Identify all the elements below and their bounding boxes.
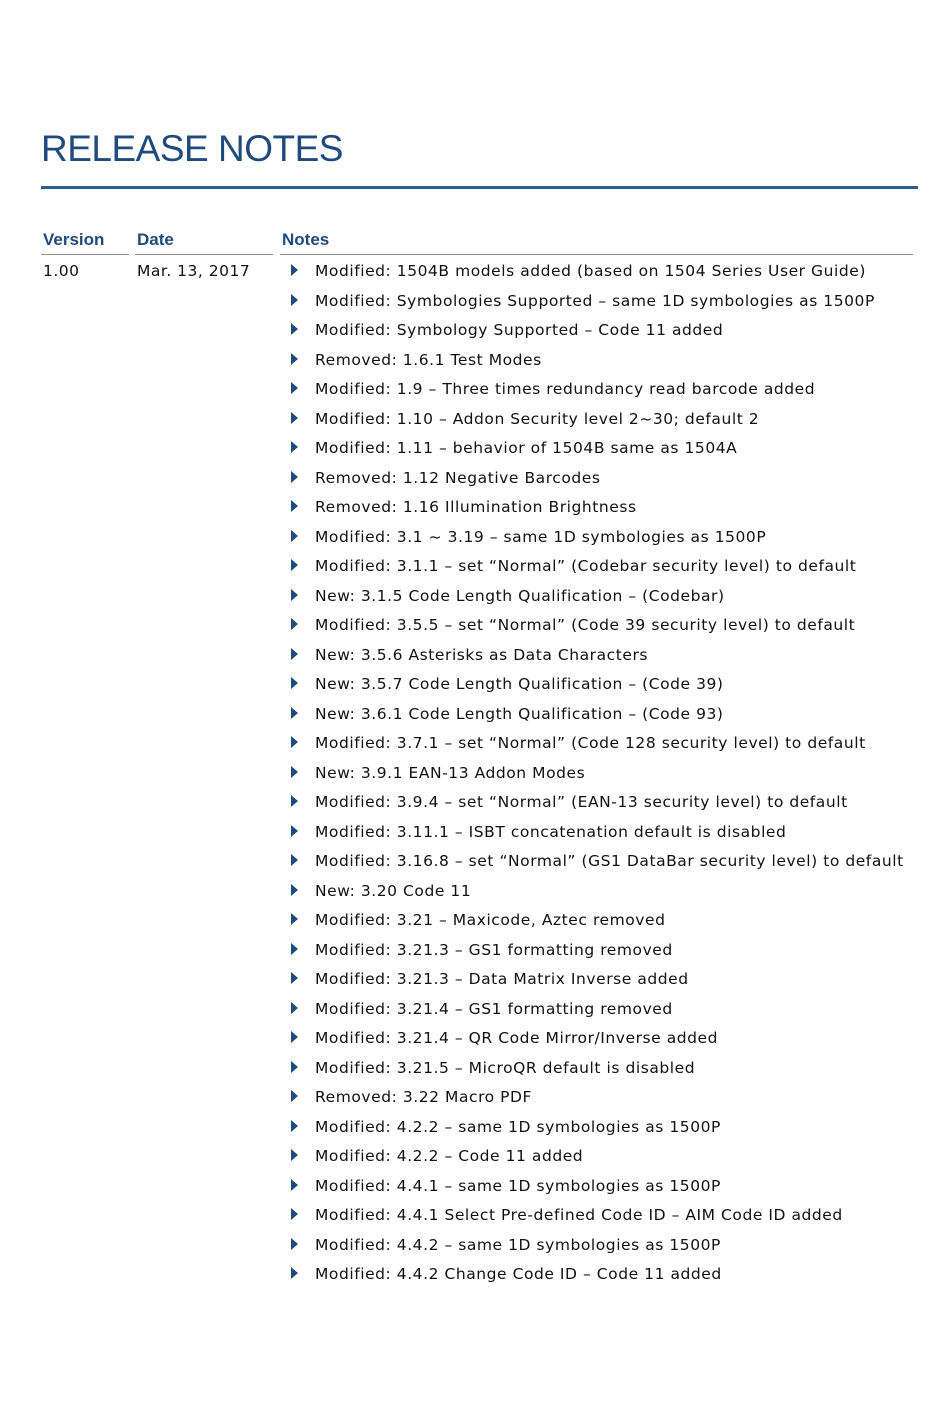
note-text: Removed: 1.16 Illumination Brightness — [315, 498, 637, 516]
note-item — [287, 1265, 913, 1285]
note-text: New: 3.9.1 EAN-13 Addon Modes — [315, 763, 586, 782]
triangle-bullet-icon — [291, 913, 298, 925]
note-text: Modified: 4.2.2 – same 1D symbologies as 1500P — [315, 1117, 721, 1136]
note-text: Modified: 3.21.4 – QR Code Mirror/Inverse added — [315, 1029, 719, 1047]
note-text: Modified: 1504B models added (based on 1504 Series User Guide) — [315, 262, 866, 280]
note-text: Removed: 3.22 Macro PDF — [315, 1088, 533, 1106]
note-text: Modified: 1.10 – Addon Security level 2~30; default 2 — [315, 409, 760, 428]
note-text: Removed: 1.12 Negative Barcodes — [315, 468, 601, 487]
column-header-rule-date — [135, 254, 273, 255]
note-item — [287, 262, 913, 282]
note-item — [287, 852, 913, 872]
note-text: Modified: 3.1 ~ 3.19 – same 1D symbologies as 1500P — [315, 527, 767, 546]
triangle-bullet-icon — [291, 825, 298, 837]
triangle-bullet-icon — [291, 707, 298, 719]
note-item — [287, 705, 913, 725]
note-text: Modified: 3.21 – Maxicode, Aztec removed — [315, 911, 666, 929]
triangle-bullet-icon — [291, 1149, 298, 1161]
triangle-bullet-icon — [291, 589, 298, 601]
triangle-bullet-icon — [291, 530, 298, 542]
note-text: Modified: 4.4.1 – same 1D symbologies as 1500P — [315, 1176, 721, 1195]
note-item — [287, 587, 913, 607]
note-item — [287, 823, 913, 843]
triangle-bullet-icon — [291, 1061, 298, 1073]
note-text: Modified: 3.16.8 – set “Normal” (GS1 DataBar security level) to default — [315, 852, 904, 870]
note-text: Modified: 3.21.3 – Data Matrix Inverse added — [315, 970, 689, 988]
note-text: New: 3.5.7 Code Length Qualification – (Code 39) — [315, 675, 724, 693]
note-item — [287, 469, 913, 489]
note-item — [287, 675, 913, 695]
triangle-bullet-icon — [291, 1238, 298, 1250]
note-item — [287, 1236, 913, 1256]
triangle-bullet-icon — [291, 736, 298, 748]
column-header-rule-notes — [280, 254, 913, 255]
triangle-bullet-icon — [291, 1208, 298, 1220]
note-item — [287, 410, 913, 430]
triangle-bullet-icon — [291, 1120, 298, 1132]
note-text: Modified: 3.21.5 – MicroQR default is disabled — [315, 1058, 696, 1077]
note-item — [287, 793, 913, 813]
note-item — [287, 1118, 913, 1138]
triangle-bullet-icon — [291, 1031, 298, 1043]
page-title: RELEASE NOTES — [41, 128, 343, 169]
note-text: Modified: 1.9 – Three times redundancy read barcode added — [315, 380, 816, 398]
triangle-bullet-icon — [291, 795, 298, 807]
triangle-bullet-icon — [291, 618, 298, 630]
note-text: Modified: 4.4.2 – same 1D symbologies as 1500P — [315, 1235, 721, 1254]
note-item — [287, 616, 913, 636]
note-text: Modified: 3.7.1 – set “Normal” (Code 128 security level) to default — [315, 734, 866, 752]
note-item — [287, 528, 913, 548]
note-text: Modified: 3.11.1 – ISBT concatenation default is disabled — [315, 822, 787, 841]
column-header-notes: Notes — [282, 230, 330, 249]
note-item — [287, 882, 913, 902]
note-item — [287, 646, 913, 666]
triangle-bullet-icon — [291, 471, 298, 483]
note-text: Modified: 4.4.2 Change Code ID – Code 11 added — [315, 1265, 722, 1283]
note-item — [287, 1177, 913, 1197]
triangle-bullet-icon — [291, 353, 298, 365]
note-text: New: 3.5.6 Asterisks as Data Characters — [315, 645, 648, 664]
note-item — [287, 1088, 913, 1108]
triangle-bullet-icon — [291, 1090, 298, 1102]
note-text: Modified: Symbology Supported – Code 11 added — [315, 321, 724, 339]
note-text: Modified: 4.2.2 – Code 11 added — [315, 1147, 584, 1165]
note-item — [287, 292, 913, 312]
note-text: New: 3.6.1 Code Length Qualification – (Code 93) — [315, 704, 724, 723]
note-item — [287, 1029, 913, 1049]
triangle-bullet-icon — [291, 264, 298, 276]
triangle-bullet-icon — [291, 559, 298, 571]
note-item — [287, 498, 913, 518]
triangle-bullet-icon — [291, 382, 298, 394]
triangle-bullet-icon — [291, 323, 298, 335]
note-item — [287, 970, 913, 990]
note-item — [287, 911, 913, 931]
triangle-bullet-icon — [291, 884, 298, 896]
triangle-bullet-icon — [291, 766, 298, 778]
note-item — [287, 439, 913, 459]
note-item — [287, 1059, 913, 1079]
triangle-bullet-icon — [291, 854, 298, 866]
triangle-bullet-icon — [291, 500, 298, 512]
triangle-bullet-icon — [291, 1267, 298, 1279]
note-text: Modified: 3.21.4 – GS1 formatting removed — [315, 999, 673, 1018]
note-text: Modified: 4.4.1 Select Pre-defined Code ID – AIM Code ID added — [315, 1206, 843, 1224]
note-item — [287, 321, 913, 341]
date-cell: Mar. 13, 2017 — [137, 262, 251, 280]
notes-list — [287, 262, 913, 1295]
note-text: Removed: 1.6.1 Test Modes — [315, 350, 542, 369]
title-divider — [41, 186, 918, 189]
triangle-bullet-icon — [291, 648, 298, 660]
note-text: Modified: 1.11 – behavior of 1504B same as 1504A — [315, 439, 738, 457]
note-text: Modified: Symbologies Supported – same 1D symbologies as 1500P — [315, 291, 875, 310]
note-item — [287, 351, 913, 371]
note-item — [287, 734, 913, 754]
triangle-bullet-icon — [291, 412, 298, 424]
triangle-bullet-icon — [291, 677, 298, 689]
note-item — [287, 1206, 913, 1226]
version-cell: 1.00 — [43, 262, 80, 280]
note-item — [287, 380, 913, 400]
note-text: New: 3.20 Code 11 — [315, 881, 472, 900]
note-item — [287, 941, 913, 961]
triangle-bullet-icon — [291, 972, 298, 984]
note-item — [287, 1000, 913, 1020]
column-header-date: Date — [137, 230, 174, 249]
triangle-bullet-icon — [291, 1002, 298, 1014]
triangle-bullet-icon — [291, 1179, 298, 1191]
note-text: Modified: 3.1.1 – set “Normal” (Codebar security level) to default — [315, 557, 857, 575]
note-text: Modified: 3.5.5 – set “Normal” (Code 39 security level) to default — [315, 616, 856, 634]
triangle-bullet-icon — [291, 441, 298, 453]
column-header-version: Version — [43, 230, 105, 249]
note-text: New: 3.1.5 Code Length Qualification – (Codebar) — [315, 586, 725, 605]
triangle-bullet-icon — [291, 943, 298, 955]
note-item — [287, 764, 913, 784]
note-item — [287, 1147, 913, 1167]
triangle-bullet-icon — [291, 294, 298, 306]
note-text: Modified: 3.9.4 – set “Normal” (EAN-13 security level) to default — [315, 793, 848, 811]
column-header-rule-version — [41, 254, 129, 255]
note-item — [287, 557, 913, 577]
note-text: Modified: 3.21.3 – GS1 formatting removed — [315, 940, 673, 959]
